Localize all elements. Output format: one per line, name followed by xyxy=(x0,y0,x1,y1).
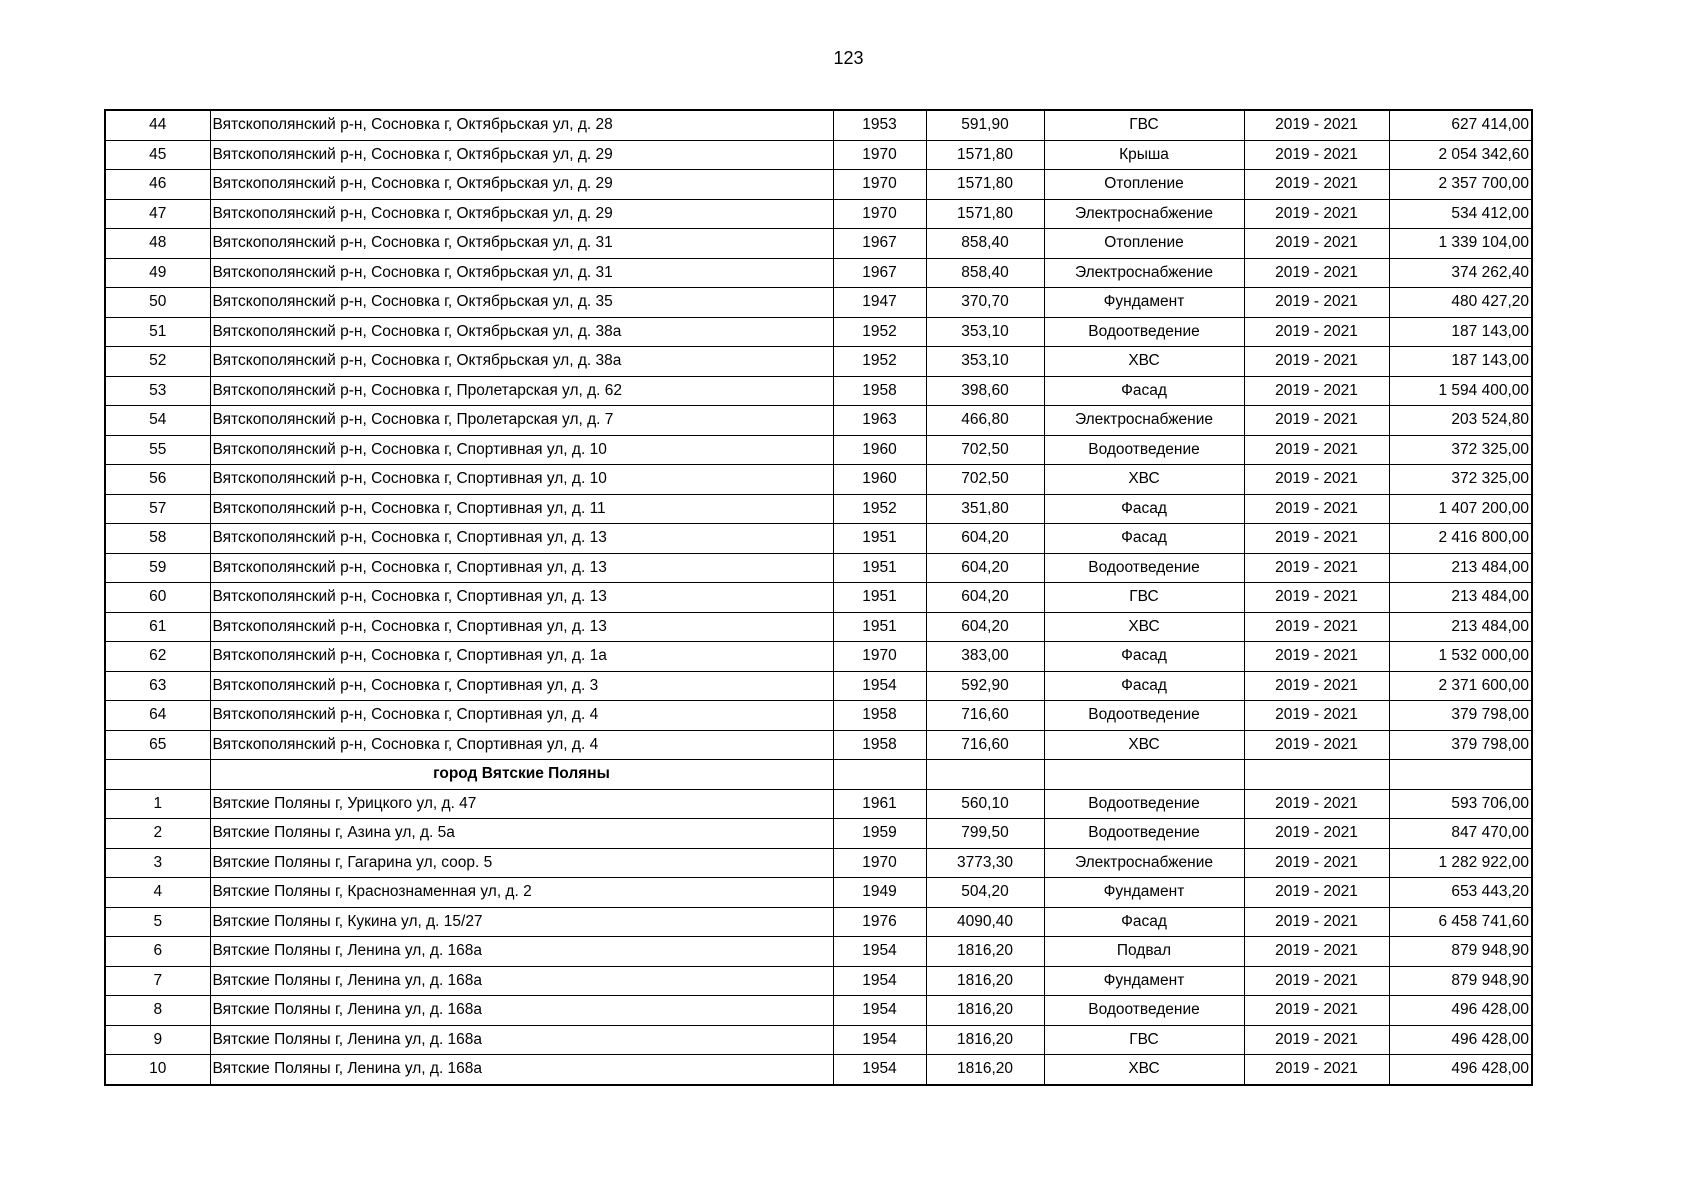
period-cell: 2019 - 2021 xyxy=(1244,996,1389,1026)
area-cell: 1816,20 xyxy=(926,1025,1044,1055)
row-number-cell: 10 xyxy=(105,1055,210,1085)
period-cell: 2019 - 2021 xyxy=(1244,789,1389,819)
area-cell: 716,60 xyxy=(926,730,1044,760)
work-type-cell: ХВС xyxy=(1044,730,1244,760)
build-year-cell: 1958 xyxy=(833,730,926,760)
row-number-cell: 7 xyxy=(105,966,210,996)
work-type-cell: Фасад xyxy=(1044,524,1244,554)
cost-cell: 1 594 400,00 xyxy=(1389,376,1532,406)
cost-cell: 653 443,20 xyxy=(1389,878,1532,908)
section-header-row xyxy=(105,760,1532,790)
work-type-cell: Электроснабжение xyxy=(1044,258,1244,288)
table-row xyxy=(105,140,1532,170)
work-type-cell: Электроснабжение xyxy=(1044,848,1244,878)
build-year-cell: 1967 xyxy=(833,258,926,288)
work-type-cell: Фасад xyxy=(1044,494,1244,524)
table-body xyxy=(105,110,1532,1085)
area-cell: 3773,30 xyxy=(926,848,1044,878)
row-number-cell: 4 xyxy=(105,878,210,908)
cost-cell: 6 458 741,60 xyxy=(1389,907,1532,937)
row-number-cell: 8 xyxy=(105,996,210,1026)
row-number-cell: 53 xyxy=(105,376,210,406)
build-year-cell: 1947 xyxy=(833,288,926,318)
area-cell: 398,60 xyxy=(926,376,1044,406)
row-number-cell: 59 xyxy=(105,553,210,583)
address-cell: Вятские Поляны г, Ленина ул, д. 168а xyxy=(210,996,833,1026)
build-year-cell: 1951 xyxy=(833,612,926,642)
table-row xyxy=(105,583,1532,613)
build-year-cell: 1959 xyxy=(833,819,926,849)
cost-cell: 2 416 800,00 xyxy=(1389,524,1532,554)
period-cell: 2019 - 2021 xyxy=(1244,819,1389,849)
cost-cell: 2 357 700,00 xyxy=(1389,170,1532,200)
period-cell: 2019 - 2021 xyxy=(1244,199,1389,229)
table-row xyxy=(105,701,1532,731)
period-cell: 2019 - 2021 xyxy=(1244,229,1389,259)
area-cell: 604,20 xyxy=(926,583,1044,613)
work-type-cell: ГВС xyxy=(1044,1025,1244,1055)
period-cell: 2019 - 2021 xyxy=(1244,170,1389,200)
work-type-cell: Водоотведение xyxy=(1044,553,1244,583)
area-cell: 466,80 xyxy=(926,406,1044,436)
table-row xyxy=(105,347,1532,377)
table-row xyxy=(105,996,1532,1026)
row-number-cell: 54 xyxy=(105,406,210,436)
address-cell: Вятскополянский р-н, Сосновка г, Пролетарская ул, д. 62 xyxy=(210,376,833,406)
build-year-cell: 1970 xyxy=(833,848,926,878)
page-number: 123 xyxy=(833,48,864,68)
work-type-cell: Водоотведение xyxy=(1044,435,1244,465)
work-type-cell: Фундамент xyxy=(1044,966,1244,996)
area-cell: 702,50 xyxy=(926,465,1044,495)
build-year-cell: 1970 xyxy=(833,140,926,170)
area-cell: 1816,20 xyxy=(926,996,1044,1026)
period-cell: 2019 - 2021 xyxy=(1244,288,1389,318)
build-year-cell: 1954 xyxy=(833,671,926,701)
cost-cell: 879 948,90 xyxy=(1389,937,1532,967)
table-row xyxy=(105,1025,1532,1055)
table-row xyxy=(105,170,1532,200)
work-type-cell: Фасад xyxy=(1044,671,1244,701)
cost-cell: 203 524,80 xyxy=(1389,406,1532,436)
row-number-cell: 9 xyxy=(105,1025,210,1055)
row-number-cell: 55 xyxy=(105,435,210,465)
address-cell: Вятскополянский р-н, Сосновка г, Октябрьская ул, д. 38а xyxy=(210,317,833,347)
address-cell: Вятские Поляны г, Азина ул, д. 5а xyxy=(210,819,833,849)
cost-cell: 213 484,00 xyxy=(1389,612,1532,642)
work-type-cell: Фасад xyxy=(1044,907,1244,937)
area-cell: 1571,80 xyxy=(926,140,1044,170)
build-year-cell: 1952 xyxy=(833,317,926,347)
table-row xyxy=(105,671,1532,701)
build-year-cell: 1967 xyxy=(833,229,926,259)
cost-cell: 847 470,00 xyxy=(1389,819,1532,849)
period-cell: 2019 - 2021 xyxy=(1244,878,1389,908)
period-cell: 2019 - 2021 xyxy=(1244,730,1389,760)
area-cell: 858,40 xyxy=(926,258,1044,288)
cost-cell: 534 412,00 xyxy=(1389,199,1532,229)
area-cell: 1571,80 xyxy=(926,199,1044,229)
row-number-cell: 63 xyxy=(105,671,210,701)
cost-cell: 379 798,00 xyxy=(1389,701,1532,731)
address-cell: Вятскополянский р-н, Сосновка г, Пролетарская ул, д. 7 xyxy=(210,406,833,436)
empty-cell xyxy=(105,760,210,790)
build-year-cell: 1960 xyxy=(833,465,926,495)
area-cell: 353,10 xyxy=(926,347,1044,377)
cost-cell: 372 325,00 xyxy=(1389,465,1532,495)
build-year-cell: 1954 xyxy=(833,937,926,967)
row-number-cell: 48 xyxy=(105,229,210,259)
period-cell: 2019 - 2021 xyxy=(1244,465,1389,495)
period-cell: 2019 - 2021 xyxy=(1244,701,1389,731)
address-cell: Вятские Поляны г, Кукина ул, д. 15/27 xyxy=(210,907,833,937)
cost-cell: 2 371 600,00 xyxy=(1389,671,1532,701)
address-cell: Вятскополянский р-н, Сосновка г, Спортивная ул, д. 13 xyxy=(210,612,833,642)
work-type-cell: Электроснабжение xyxy=(1044,199,1244,229)
build-year-cell: 1954 xyxy=(833,1055,926,1085)
cost-cell: 213 484,00 xyxy=(1389,553,1532,583)
cost-cell: 213 484,00 xyxy=(1389,583,1532,613)
address-cell: Вятскополянский р-н, Сосновка г, Октябрьская ул, д. 31 xyxy=(210,229,833,259)
row-number-cell: 56 xyxy=(105,465,210,495)
build-year-cell: 1961 xyxy=(833,789,926,819)
area-cell: 604,20 xyxy=(926,553,1044,583)
build-year-cell: 1951 xyxy=(833,583,926,613)
area-cell: 604,20 xyxy=(926,524,1044,554)
period-cell: 2019 - 2021 xyxy=(1244,258,1389,288)
build-year-cell: 1970 xyxy=(833,642,926,672)
address-cell: Вятскополянский р-н, Сосновка г, Спортивная ул, д. 4 xyxy=(210,701,833,731)
cost-cell: 1 407 200,00 xyxy=(1389,494,1532,524)
table-row xyxy=(105,730,1532,760)
row-number-cell: 46 xyxy=(105,170,210,200)
table-row xyxy=(105,553,1532,583)
area-cell: 592,90 xyxy=(926,671,1044,701)
address-cell: Вятскополянский р-н, Сосновка г, Спортивная ул, д. 10 xyxy=(210,435,833,465)
period-cell: 2019 - 2021 xyxy=(1244,110,1389,140)
period-cell: 2019 - 2021 xyxy=(1244,671,1389,701)
address-cell: Вятскополянский р-н, Сосновка г, Спортивная ул, д. 10 xyxy=(210,465,833,495)
period-cell: 2019 - 2021 xyxy=(1244,937,1389,967)
address-cell: Вятскополянский р-н, Сосновка г, Спортивная ул, д. 13 xyxy=(210,524,833,554)
build-year-cell: 1960 xyxy=(833,435,926,465)
cost-cell: 627 414,00 xyxy=(1389,110,1532,140)
table-row xyxy=(105,878,1532,908)
work-type-cell: ГВС xyxy=(1044,583,1244,613)
work-type-cell: Фасад xyxy=(1044,642,1244,672)
table-row xyxy=(105,966,1532,996)
address-cell: Вятскополянский р-н, Сосновка г, Октябрьская ул, д. 31 xyxy=(210,258,833,288)
work-type-cell: Крыша xyxy=(1044,140,1244,170)
row-number-cell: 44 xyxy=(105,110,210,140)
address-cell: Вятскополянский р-н, Сосновка г, Октябрьская ул, д. 28 xyxy=(210,110,833,140)
row-number-cell: 64 xyxy=(105,701,210,731)
row-number-cell: 1 xyxy=(105,789,210,819)
build-year-cell: 1949 xyxy=(833,878,926,908)
table-row xyxy=(105,1055,1532,1085)
build-year-cell: 1953 xyxy=(833,110,926,140)
table-row xyxy=(105,110,1532,140)
address-cell: Вятские Поляны г, Ленина ул, д. 168а xyxy=(210,937,833,967)
cost-cell: 496 428,00 xyxy=(1389,996,1532,1026)
cost-cell: 187 143,00 xyxy=(1389,347,1532,377)
work-type-cell: Фасад xyxy=(1044,376,1244,406)
area-cell: 383,00 xyxy=(926,642,1044,672)
table-row xyxy=(105,376,1532,406)
address-cell: Вятские Поляны г, Урицкого ул, д. 47 xyxy=(210,789,833,819)
empty-cell xyxy=(1389,760,1532,790)
cost-cell: 593 706,00 xyxy=(1389,789,1532,819)
work-type-cell: ХВС xyxy=(1044,612,1244,642)
cost-cell: 1 532 000,00 xyxy=(1389,642,1532,672)
work-type-cell: Отопление xyxy=(1044,170,1244,200)
area-cell: 716,60 xyxy=(926,701,1044,731)
area-cell: 1816,20 xyxy=(926,1055,1044,1085)
table-row xyxy=(105,907,1532,937)
table-row xyxy=(105,258,1532,288)
period-cell: 2019 - 2021 xyxy=(1244,406,1389,436)
work-type-cell: Фундамент xyxy=(1044,878,1244,908)
area-cell: 4090,40 xyxy=(926,907,1044,937)
period-cell: 2019 - 2021 xyxy=(1244,317,1389,347)
table-row xyxy=(105,199,1532,229)
table-row xyxy=(105,229,1532,259)
row-number-cell: 47 xyxy=(105,199,210,229)
work-type-cell: Водоотведение xyxy=(1044,317,1244,347)
work-type-cell: Водоотведение xyxy=(1044,701,1244,731)
period-cell: 2019 - 2021 xyxy=(1244,347,1389,377)
empty-cell xyxy=(1244,760,1389,790)
row-number-cell: 51 xyxy=(105,317,210,347)
table-row xyxy=(105,406,1532,436)
address-cell: Вятские Поляны г, Ленина ул, д. 168а xyxy=(210,1025,833,1055)
cost-cell: 2 054 342,60 xyxy=(1389,140,1532,170)
address-cell: Вятскополянский р-н, Сосновка г, Октябрьская ул, д. 29 xyxy=(210,140,833,170)
cost-cell: 372 325,00 xyxy=(1389,435,1532,465)
period-cell: 2019 - 2021 xyxy=(1244,1025,1389,1055)
build-year-cell: 1958 xyxy=(833,376,926,406)
build-year-cell: 1954 xyxy=(833,996,926,1026)
row-number-cell: 60 xyxy=(105,583,210,613)
build-year-cell: 1970 xyxy=(833,199,926,229)
build-year-cell: 1951 xyxy=(833,524,926,554)
build-year-cell: 1963 xyxy=(833,406,926,436)
address-cell: Вятскополянский р-н, Сосновка г, Октябрьская ул, д. 35 xyxy=(210,288,833,318)
repair-registry-table xyxy=(104,109,1533,1086)
table-row xyxy=(105,435,1532,465)
address-cell: Вятскополянский р-н, Сосновка г, Спортивная ул, д. 4 xyxy=(210,730,833,760)
address-cell: Вятскополянский р-н, Сосновка г, Спортивная ул, д. 3 xyxy=(210,671,833,701)
period-cell: 2019 - 2021 xyxy=(1244,435,1389,465)
build-year-cell: 1976 xyxy=(833,907,926,937)
address-cell: Вятскополянский р-н, Сосновка г, Спортивная ул, д. 11 xyxy=(210,494,833,524)
cost-cell: 496 428,00 xyxy=(1389,1055,1532,1085)
area-cell: 1816,20 xyxy=(926,937,1044,967)
area-cell: 351,80 xyxy=(926,494,1044,524)
work-type-cell: Водоотведение xyxy=(1044,789,1244,819)
work-type-cell: ХВС xyxy=(1044,465,1244,495)
table-row xyxy=(105,819,1532,849)
work-type-cell: Водоотведение xyxy=(1044,819,1244,849)
build-year-cell: 1954 xyxy=(833,1025,926,1055)
build-year-cell: 1952 xyxy=(833,347,926,377)
table-row xyxy=(105,642,1532,672)
table-row xyxy=(105,612,1532,642)
area-cell: 1816,20 xyxy=(926,966,1044,996)
address-cell: Вятскополянский р-н, Сосновка г, Спортивная ул, д. 1а xyxy=(210,642,833,672)
area-cell: 604,20 xyxy=(926,612,1044,642)
cost-cell: 496 428,00 xyxy=(1389,1025,1532,1055)
row-number-cell: 49 xyxy=(105,258,210,288)
row-number-cell: 52 xyxy=(105,347,210,377)
address-cell: Вятскополянский р-н, Сосновка г, Октябрьская ул, д. 29 xyxy=(210,199,833,229)
address-cell: Вятскополянский р-н, Сосновка г, Спортивная ул, д. 13 xyxy=(210,583,833,613)
address-cell: Вятские Поляны г, Краснознаменная ул, д. 2 xyxy=(210,878,833,908)
address-cell: Вятскополянский р-н, Сосновка г, Октябрьская ул, д. 29 xyxy=(210,170,833,200)
area-cell: 1571,80 xyxy=(926,170,1044,200)
section-title-cell: город Вятские Поляны xyxy=(210,760,833,790)
table-row xyxy=(105,465,1532,495)
work-type-cell: Подвал xyxy=(1044,937,1244,967)
area-cell: 799,50 xyxy=(926,819,1044,849)
area-cell: 353,10 xyxy=(926,317,1044,347)
cost-cell: 879 948,90 xyxy=(1389,966,1532,996)
work-type-cell: Отопление xyxy=(1044,229,1244,259)
table-row xyxy=(105,317,1532,347)
row-number-cell: 6 xyxy=(105,937,210,967)
period-cell: 2019 - 2021 xyxy=(1244,642,1389,672)
period-cell: 2019 - 2021 xyxy=(1244,848,1389,878)
build-year-cell: 1958 xyxy=(833,701,926,731)
cost-cell: 480 427,20 xyxy=(1389,288,1532,318)
build-year-cell: 1954 xyxy=(833,966,926,996)
period-cell: 2019 - 2021 xyxy=(1244,524,1389,554)
row-number-cell: 62 xyxy=(105,642,210,672)
table-row xyxy=(105,848,1532,878)
period-cell: 2019 - 2021 xyxy=(1244,553,1389,583)
period-cell: 2019 - 2021 xyxy=(1244,140,1389,170)
period-cell: 2019 - 2021 xyxy=(1244,494,1389,524)
area-cell: 591,90 xyxy=(926,110,1044,140)
build-year-cell: 1951 xyxy=(833,553,926,583)
work-type-cell: ХВС xyxy=(1044,1055,1244,1085)
work-type-cell: ХВС xyxy=(1044,347,1244,377)
row-number-cell: 58 xyxy=(105,524,210,554)
work-type-cell: Фундамент xyxy=(1044,288,1244,318)
row-number-cell: 57 xyxy=(105,494,210,524)
build-year-cell: 1952 xyxy=(833,494,926,524)
address-cell: Вятскополянский р-н, Сосновка г, Октябрьская ул, д. 38а xyxy=(210,347,833,377)
work-type-cell: Водоотведение xyxy=(1044,996,1244,1026)
row-number-cell: 65 xyxy=(105,730,210,760)
empty-cell xyxy=(833,760,926,790)
row-number-cell: 2 xyxy=(105,819,210,849)
area-cell: 858,40 xyxy=(926,229,1044,259)
table-row xyxy=(105,524,1532,554)
cost-cell: 1 339 104,00 xyxy=(1389,229,1532,259)
build-year-cell: 1970 xyxy=(833,170,926,200)
address-cell: Вятские Поляны г, Гагарина ул, соор. 5 xyxy=(210,848,833,878)
row-number-cell: 50 xyxy=(105,288,210,318)
period-cell: 2019 - 2021 xyxy=(1244,612,1389,642)
period-cell: 2019 - 2021 xyxy=(1244,583,1389,613)
table-row xyxy=(105,494,1532,524)
work-type-cell: Электроснабжение xyxy=(1044,406,1244,436)
period-cell: 2019 - 2021 xyxy=(1244,966,1389,996)
table-row xyxy=(105,789,1532,819)
empty-cell xyxy=(1044,760,1244,790)
cost-cell: 187 143,00 xyxy=(1389,317,1532,347)
row-number-cell: 3 xyxy=(105,848,210,878)
period-cell: 2019 - 2021 xyxy=(1244,376,1389,406)
cost-cell: 1 282 922,00 xyxy=(1389,848,1532,878)
table-row xyxy=(105,937,1532,967)
address-cell: Вятские Поляны г, Ленина ул, д. 168а xyxy=(210,1055,833,1085)
row-number-cell: 45 xyxy=(105,140,210,170)
cost-cell: 379 798,00 xyxy=(1389,730,1532,760)
work-type-cell: ГВС xyxy=(1044,110,1244,140)
empty-cell xyxy=(926,760,1044,790)
area-cell: 370,70 xyxy=(926,288,1044,318)
address-cell: Вятскополянский р-н, Сосновка г, Спортивная ул, д. 13 xyxy=(210,553,833,583)
address-cell: Вятские Поляны г, Ленина ул, д. 168а xyxy=(210,966,833,996)
period-cell: 2019 - 2021 xyxy=(1244,1055,1389,1085)
row-number-cell: 5 xyxy=(105,907,210,937)
period-cell: 2019 - 2021 xyxy=(1244,907,1389,937)
area-cell: 560,10 xyxy=(926,789,1044,819)
cost-cell: 374 262,40 xyxy=(1389,258,1532,288)
area-cell: 504,20 xyxy=(926,878,1044,908)
table-row xyxy=(105,288,1532,318)
area-cell: 702,50 xyxy=(926,435,1044,465)
row-number-cell: 61 xyxy=(105,612,210,642)
